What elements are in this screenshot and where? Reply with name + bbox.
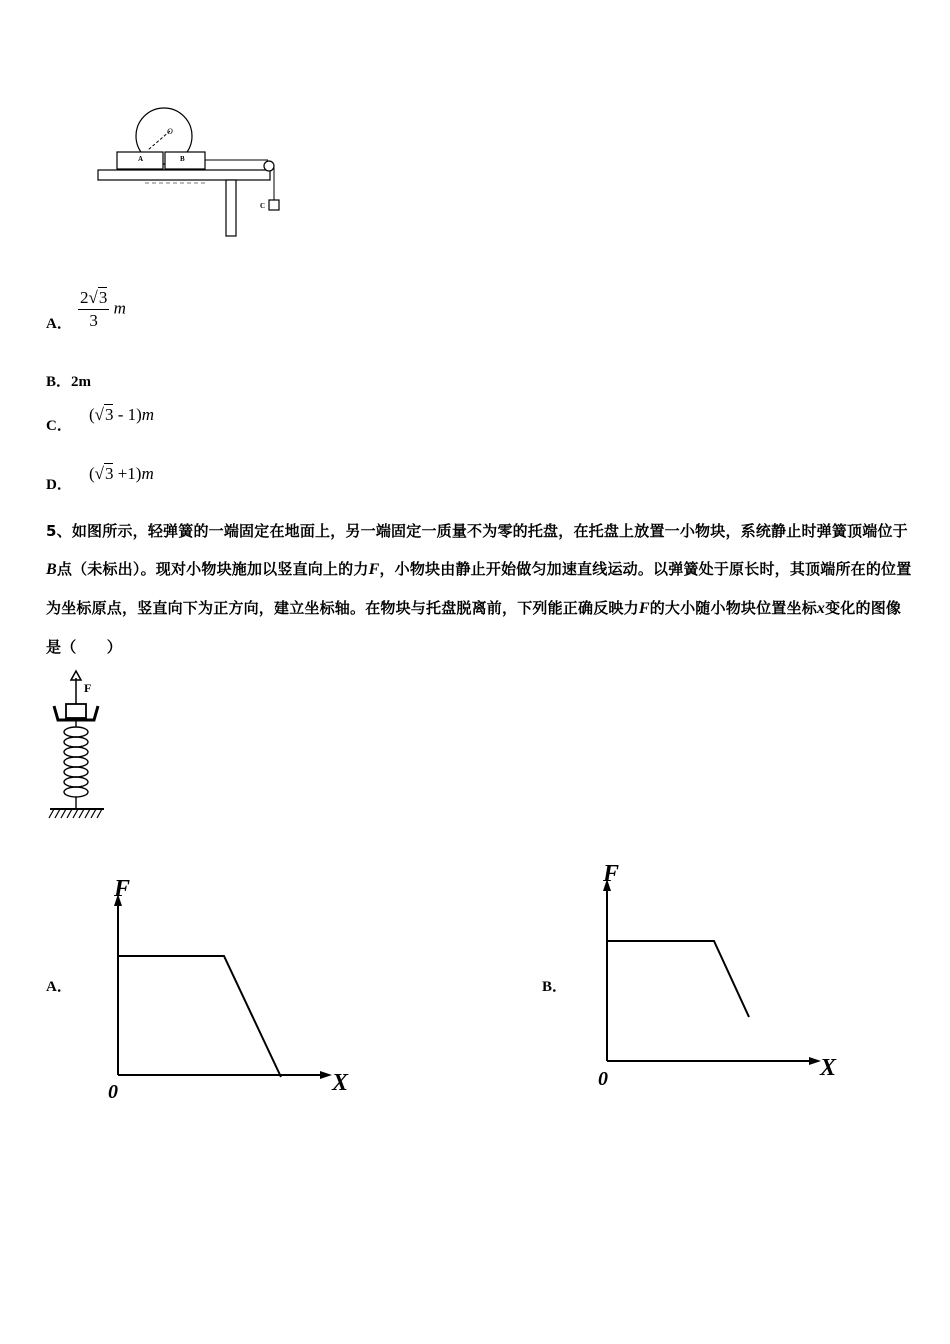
graph-b-option-label: B． [542, 979, 568, 995]
option-d-value: (√3 +1)m [88, 464, 154, 483]
graph-b-origin: 0 [598, 1068, 608, 1090]
option-a-label: A． [46, 316, 72, 332]
graph-a-xlabel: X [332, 1070, 349, 1096]
graph-b-ylabel: F [603, 861, 620, 887]
label-b: B [180, 155, 185, 163]
label-o: O [167, 127, 173, 136]
option-d-label: D． [46, 477, 72, 493]
graph-a-x-arrow [320, 1071, 332, 1079]
pulley-disk-figure [90, 100, 300, 245]
graph-a-curve [118, 956, 281, 1077]
option-b-row [46, 370, 91, 391]
graph-b [590, 855, 850, 1090]
spring-figure [46, 668, 112, 828]
spring-coils [64, 720, 88, 808]
table-top [98, 170, 270, 180]
ground-hatch [49, 809, 102, 818]
option-c-value: (√3 - 1)m [88, 405, 155, 424]
graph-b-curve [607, 941, 749, 1017]
graph-a-ylabel: F [114, 876, 131, 902]
block-right [165, 152, 205, 169]
option-c-label: C． [46, 418, 72, 434]
small-block [66, 704, 86, 718]
graph-a-origin: 0 [108, 1081, 118, 1103]
pulley [264, 161, 274, 171]
mass-c [269, 200, 279, 210]
option-b-value: 2m [71, 374, 92, 390]
label-c: C [260, 202, 266, 210]
graph-a-option-label: A． [46, 979, 72, 995]
force-label: F [84, 681, 92, 695]
graph-b-xlabel: X [820, 1055, 837, 1081]
option-d-row [46, 463, 154, 493]
graph-a [100, 870, 360, 1105]
label-a: A [138, 155, 144, 163]
table-leg [226, 180, 236, 236]
option-b-label: B． [46, 374, 72, 390]
option-c-row [46, 404, 155, 434]
option-a-value: $\frac{2√3}{3}$ m [80, 288, 126, 330]
question-5-text: 5、如图所示，轻弹簧的一端固定在地面上，另一端固定一质量不为零的托盘，在托盘上放置一小物块，系统静止时弹簧顶端位于B点（未标出）。现对小物块施加以竖直向上的力F，小物块由静止开始做匀加速直线运动。以弹簧处于原长时，其顶端所在的位置为坐标原点，竖直向下为正方向，建立坐标轴。在物块与托盘脱离前，下列能正确反映力F的大小随小物块位置坐标x变化的图像是（ ） [46, 522, 912, 656]
